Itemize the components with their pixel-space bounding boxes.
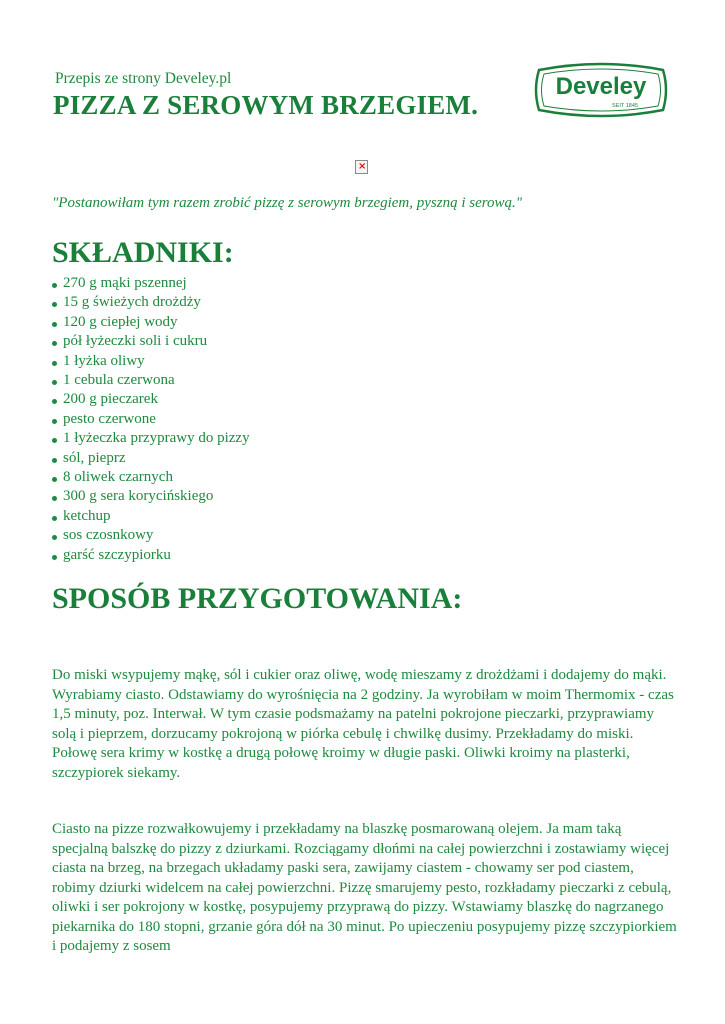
ingredient-item: 15 g świeżych drożdży [52,293,250,312]
develey-logo [533,60,669,120]
logo-since-text: SEIT 1845 [612,103,638,109]
logo-brand-text: Develey [555,73,647,100]
method-heading: SPOSÓB PRZYGOTOWANIA: [52,582,463,615]
ingredient-item: 1 cebula czerwona [52,371,250,390]
ingredient-item: 8 oliwek czarnych [52,468,250,487]
ingredient-item: garść szczypiorku [52,546,250,565]
ingredient-item: 120 g ciepłej wody [52,313,250,332]
ingredient-item: sos czosnkowy [52,526,250,545]
page-title: PIZZA Z SEROWYM BRZEGIEM. [53,90,479,120]
recipe-quote: "Postanowiłam tym razem zrobić pizzę z serowym brzegiem, pyszną i serową." [52,195,523,211]
ingredient-item: pół łyżeczki soli i cukru [52,332,250,351]
ingredient-item: ketchup [52,507,250,526]
ingredient-item: 1 łyżka oliwy [52,352,250,371]
ingredient-item: 1 łyżeczka przyprawy do pizzy [52,429,250,448]
ingredients-heading: SKŁADNIKI: [52,236,234,269]
source-line: Przepis ze strony Develey.pl [55,70,232,87]
ingredient-item: sól, pieprz [52,449,250,468]
broken-image-icon: × [355,160,368,174]
method-paragraph: Do miski wsypujemy mąkę, sól i cukier oraz oliwę, wodę mieszamy z drożdżami i dodajemy do mąki. Wyrabiamy ciasto. Odstawiamy do wyrośnięcia na 2 godziny. Ja wyrobiłam w moim Thermomix - czas 1,5 minuty, poz. Interwał. W tym czasie podsmażamy na patelni pokrojone pieczarki, przyprawiamy solą i pieprzem, dorzucamy pokrojoną w piórka cebulę i chwilkę dusimy. Przekładamy do miski. Połowę sera krimy w kostkę a drugą połowę kroimy w długie paski. Oliwki kroimy na plasterki, szczypiorek siekamy. [52,667,674,781]
ingredients-list [52,274,250,565]
ingredient-item: 270 g mąki pszennej [52,274,250,293]
ingredient-item: 200 g pieczarek [52,390,250,409]
ingredient-item: 300 g sera korycińskiego [52,487,250,506]
ingredient-item: pesto czerwone [52,410,250,429]
method-paragraph: Ciasto na pizze rozwałkowujemy i przekładamy na blaszkę posmarowaną olejem. Ja mam taką specjalną balszkę do pizzy z dziurkami. Rozciągamy dłońmi na całej powierzchni i zostawiamy więcej ciasta na brzeg, na brzegach układamy paski sera, zawijamy ciastem - chowamy ser pod ciastem, robimy dziurki widelcem na całej powierzchni. Pizzę smarujemy pesto, rozkładamy pieczarki z cebulą, oliwki i ser pokrojony w kostkę, posypujemy przyprawą do pizzy. Wstawiamy blaszkę do nagrzanego piekarnika do 180 stopni, grzanie góra dół na 30 minut. Po upieczeniu posypujemy pizzę szczypiorkiem i podajemy z sosem [52,821,677,954]
